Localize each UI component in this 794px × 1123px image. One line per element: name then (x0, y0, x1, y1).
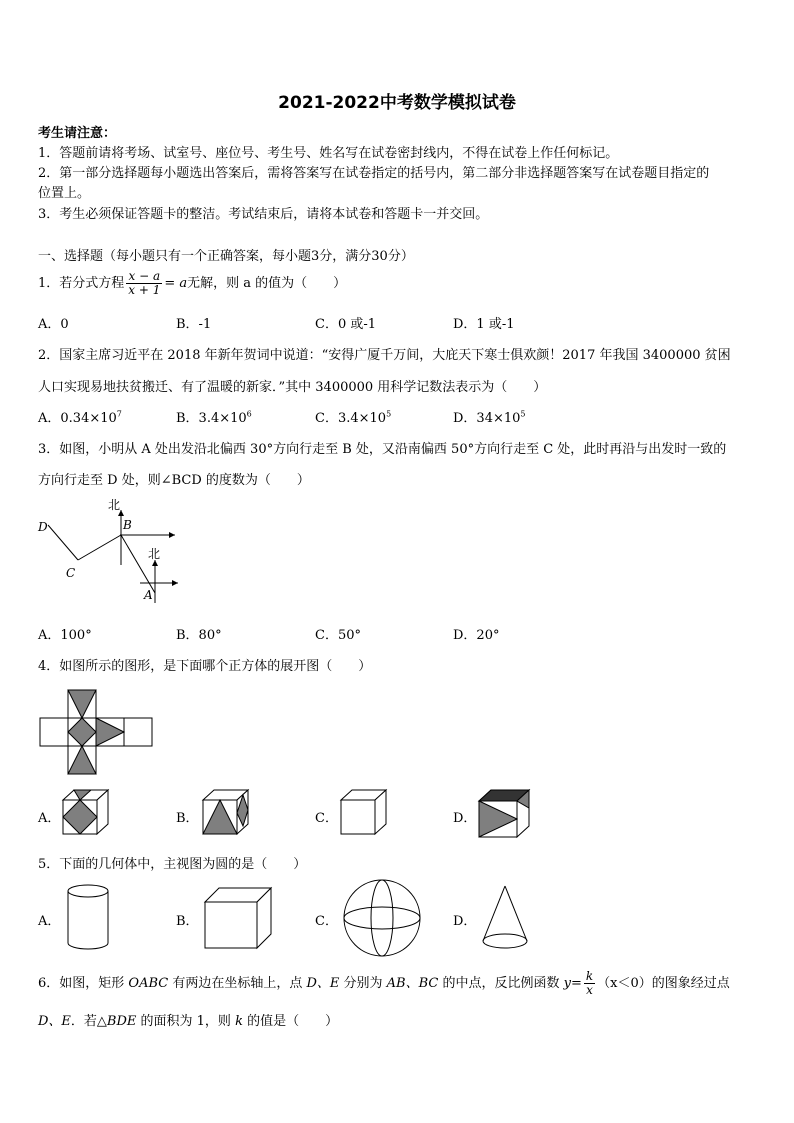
q3-option-a[interactable]: A．100° (38, 628, 92, 643)
q4-option-b-cube (198, 788, 253, 838)
q6-l2-c: 的面积为 1，则 (136, 1014, 236, 1029)
q5-option-b-cube (202, 885, 274, 951)
q1-option-d[interactable]: D．1 或-1 (453, 317, 515, 332)
q5-option-a[interactable]: A． (38, 914, 61, 929)
q3-figure (30, 495, 190, 610)
label-b: B (123, 518, 132, 532)
q1-frac-num: x − a (126, 270, 162, 284)
q2-line-1: 2．国家主席习近平在 2018 年新年贺词中说道：“安得广厦千万间，大庇天下寒士俱欢颜！2017 年我国 3400000 贫困 (38, 348, 731, 363)
q6-k-den: x (586, 983, 593, 997)
label-north-1: 北 (108, 498, 121, 512)
q6-k-fraction (584, 970, 595, 997)
q5-option-a-cylinder (62, 883, 114, 953)
q2-option-d[interactable] (453, 407, 526, 426)
notice-item-2-cont: 位置上。 (38, 186, 91, 201)
q6-bde: BDE (106, 1014, 137, 1029)
q4-stem: 4．如图所示的图形，是下面哪个正方体的展开图（ ） (38, 659, 372, 674)
page-title: 2021-2022中考数学模拟试卷 (278, 93, 516, 113)
q1-option-c[interactable]: C．0 或-1 (315, 317, 377, 332)
q5-option-d[interactable]: D． (453, 914, 477, 929)
q3-option-d[interactable]: D．20° (453, 628, 500, 643)
q4-option-a-cube (58, 788, 113, 838)
q2-option-a-label: A．0.34×10 (38, 411, 117, 426)
q4-option-c-cube (336, 788, 391, 838)
q2-option-c[interactable] (315, 407, 391, 426)
q6-line-1 (38, 970, 730, 997)
label-a: A (144, 588, 153, 602)
q2-option-c-label: C．3.4×10 (315, 411, 387, 426)
q6-de: D、E (306, 976, 340, 991)
label-c: C (66, 566, 76, 580)
q1-frac-den: x + 1 (128, 283, 161, 297)
segment-bc (78, 535, 121, 560)
q2-option-b[interactable] (176, 407, 252, 426)
q4-option-d-cube (474, 788, 534, 840)
q6-oabc: OABC (128, 976, 169, 991)
q4-option-c[interactable]: C． (315, 811, 338, 826)
q6-y: y= (563, 976, 582, 991)
q1-fraction (126, 270, 162, 297)
segment-cd (48, 525, 78, 560)
arrow-east-2 (172, 580, 178, 586)
q6-l1-a: 6．如图，矩形 (38, 976, 129, 991)
q6-l2-de: D、E (38, 1014, 71, 1029)
q4-option-d[interactable]: D． (453, 811, 477, 826)
q1-option-a[interactable]: A．0 (38, 317, 69, 332)
q6-l2-b: ．若△ (70, 1014, 107, 1029)
label-d: D (38, 520, 48, 534)
arrow-east-1 (169, 532, 175, 538)
q3-option-b[interactable]: B．80° (176, 628, 222, 643)
q2-option-b-exp: 6 (246, 409, 252, 419)
q1-option-b[interactable]: B．-1 (176, 317, 212, 332)
q2-option-a-exp: 7 (116, 409, 122, 419)
q2-line-2: 人口实现易地扶贫搬迁、有了温暖的新家．”其中 3400000 用科学记数法表示为（ ） (38, 380, 547, 395)
q2-option-b-label: B．3.4×10 (176, 411, 247, 426)
segment-ab (121, 535, 155, 593)
q1-prefix: 1．若分式方程 (38, 276, 125, 291)
q2-option-d-exp: 5 (520, 409, 526, 419)
notice-heading: 考生请注意： (38, 126, 117, 141)
q6-line-2 (38, 1010, 338, 1029)
q6-k: k (235, 1014, 243, 1029)
q4-option-b[interactable]: B． (176, 811, 199, 826)
q6-l1-c: 分别为 (339, 976, 387, 991)
label-north-2: 北 (148, 547, 161, 561)
notice-item-1: 1．答题前请将考场、试室号、座位号、考生号、姓名写在试卷密封线内，不得在试卷上作任何标记。 (38, 146, 619, 161)
q2-option-d-label: D．34×10 (453, 411, 521, 426)
q6-l1-b: 有两边在坐标轴上，点 (168, 976, 307, 991)
question-1-stem (38, 270, 346, 297)
q6-l1-d: 的中点，反比例函数 (438, 976, 564, 991)
q2-option-c-exp: 5 (386, 409, 392, 419)
q3-line-1: 3．如图，小明从 A 处出发沿北偏西 30°方向行走至 B 处，又沿南偏西 50°方向行走至 C 处，此时再沿与出发时一致的 (38, 442, 727, 457)
q4-net-figure (38, 688, 158, 778)
q6-k-num: k (585, 969, 594, 983)
q1-eq: = a (164, 276, 188, 291)
q5-option-b[interactable]: B． (176, 914, 199, 929)
section-heading: 一、选择题（每小题只有一个正确答案，每小题3分，满分30分） (38, 249, 414, 264)
q3-option-c[interactable]: C．50° (315, 628, 361, 643)
notice-item-2: 2．第一部分选择题每小题选出答案后，需将答案写在试卷指定的括号内，第二部分非选择题答案写在试卷题目指定的 (38, 166, 710, 181)
q4-option-a[interactable]: A． (38, 811, 61, 826)
q5-option-c-sphere (340, 876, 424, 960)
notice-item-3: 3．考生必须保证答题卡的整洁。考试结束后，请将本试卷和答题卡一并交回。 (38, 207, 489, 222)
q5-stem: 5．下面的几何体中，主视图为圆的是（ ） (38, 857, 307, 872)
q1-suffix: 无解，则 a 的值为（ ） (187, 276, 347, 291)
q6-cond: （x＜0）的图象经过点 (597, 976, 730, 991)
q5-option-d-cone (478, 883, 532, 953)
q3-line-2: 方向行走至 D 处，则∠BCD 的度数为（ ） (38, 473, 310, 488)
q2-option-a[interactable] (38, 407, 122, 426)
q6-l2-d: 的值是（ ） (242, 1014, 339, 1029)
q5-option-c[interactable]: C． (315, 914, 338, 929)
q6-ab-bc: AB、BC (386, 976, 439, 991)
